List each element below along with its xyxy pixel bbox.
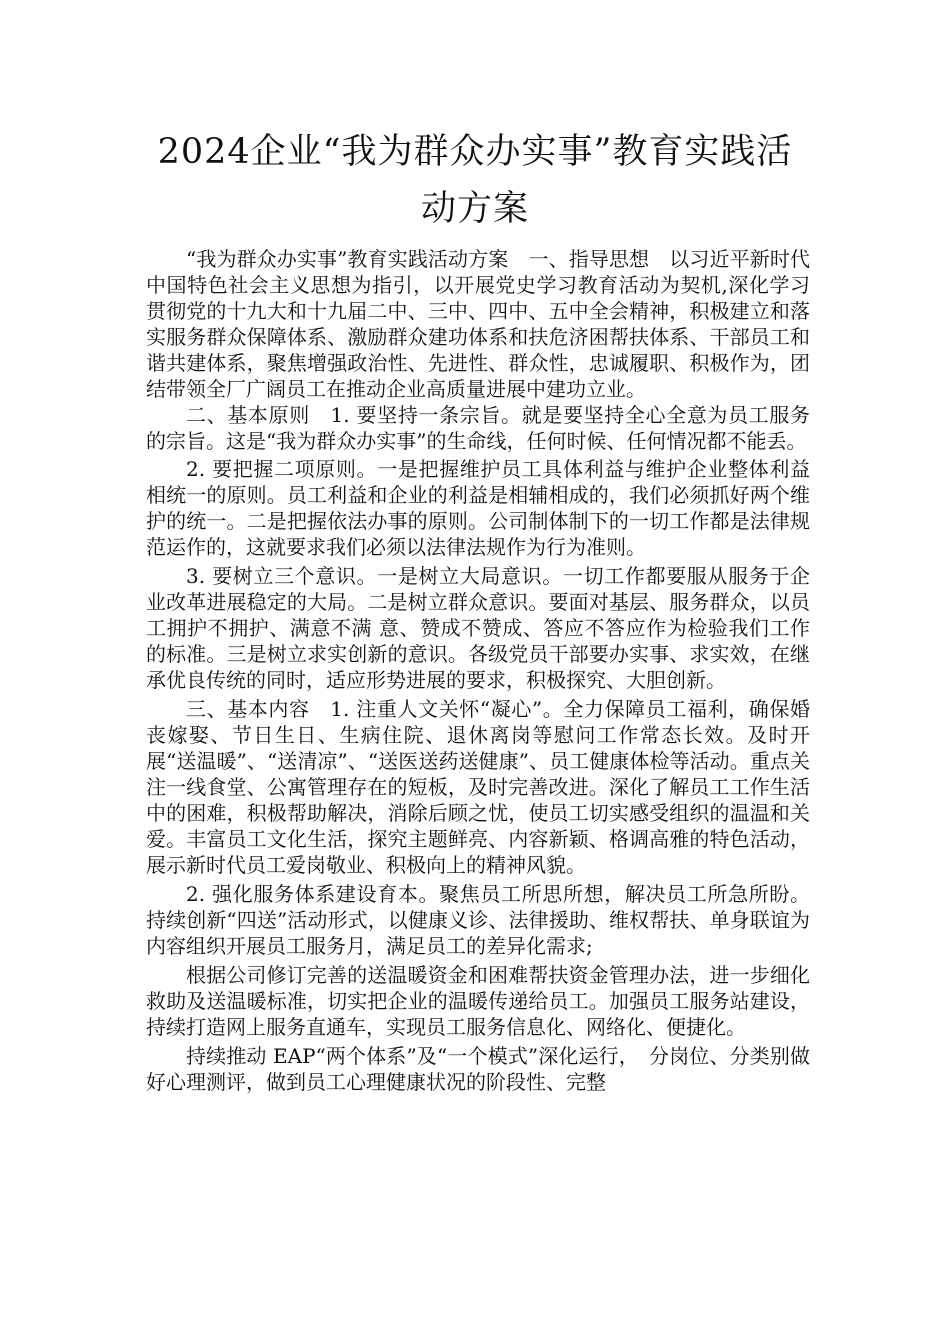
- paragraph-guiding-thought: “我为群众办实事”教育实践活动方案 一、指导思想 以习近平新时代中国特色社会主义思想为指引，以开展党史学习教育活动为契机,深化学习贯彻党的十九大和十九届二中、三中、四中、五中全会精神，积极建立和落实服务群众保障体系、激励群众建功体系和扶危济困帮扶体系、干部员工和谐共建体系，聚焦增强政治性、先进性、群众性，忠诚履职、积极作为，团结带领全厂广阔员工在推动企业高质量进展中建功立业。: [146, 247, 810, 401]
- title-line-2: 动方案: [420, 189, 529, 229]
- document-title: [120, 124, 830, 238]
- title-line-1: 2024企业“我为群众办实事”教育实践活: [157, 132, 793, 172]
- paragraph-eap: 持续推动 EAP“两个体系”及“一个模式”深化运行， 分岗位、分类别做好心理测评，做到员工心理健康状况的阶段性、完整: [146, 1044, 810, 1094]
- paragraph-basic-content-1: 三、基本内容 1. 注重人文关怀“凝心”。全力保障员工福利，确保婚丧嫁娶、节日生日、生病住院、退休离岗等慰问工作常态长效。及时开展“送温暖”、“送清凉”、“送医送药送健康”、员工健康体检等活动。重点关注一线食堂、公寓管理存在的短板，及时完善改进。深化了解员工工作生活中的困难，积极帮助解决，消除后顾之忧，使员工切实感受组织的温温和关爱。丰富员工文化生活，探究主题鲜亮、内容新颖、格调高雅的特色活动，展示新时代员工爱岗敬业、积极向上的精神风貌。: [146, 697, 810, 877]
- paragraph-basic-content-2: 2. 强化服务体系建设育本。聚焦员工所思所想，解决员工所急所盼。持续创新“四送”活动形式，以健康义诊、法律援助、维权帮扶、单身联谊为内容组织开展员工服务月，满足员工的差异化需求;: [146, 882, 810, 958]
- paragraph-basic-principle-1: 二、基本原则 1. 要坚持一条宗旨。就是要坚持全心全意为员工服务的宗旨。这是“我为群众办实事”的生命线，任何时候、任何情况都不能丢。: [146, 403, 810, 453]
- paragraph-basic-principle-3: 3. 要树立三个意识。一是树立大局意识。一切工作都要服从服务于企业改革进展稳定的大局。二是树立群众意识。要面对基层、服务群众，以员工拥护不拥护、满意不满 意、赞成不赞成、答应不答应作为检验我们工作的标准。三是树立求实创新的意识。各级党员干部要办实事、求实效，在继承优良传统的同时，适应形势进展的要求，积极探究、大胆创新。: [146, 564, 810, 692]
- paragraph-basic-principle-2: 2. 要把握二项原则。一是把握维护员工具体利益与维护企业整体利益相统一的原则。员工利益和企业的利益是相辅相成的，我们必须抓好两个维护的统一。二是把握依法办事的原则。公司制体制下的一切工作都是法律规范运作的，这就要求我们必须以法律法规作为行为准则。: [146, 457, 810, 559]
- document-body: [146, 246, 810, 1095]
- paragraph-assistance-funds: 根据公司修订完善的送温暖资金和困难帮扶资金管理办法，进一步细化救助及送温暖标准，切实把企业的温暖传递给员工。加强员工服务站建设，持续打造网上服务直通车，实现员工服务信息化、网络化、便捷化。: [146, 963, 810, 1039]
